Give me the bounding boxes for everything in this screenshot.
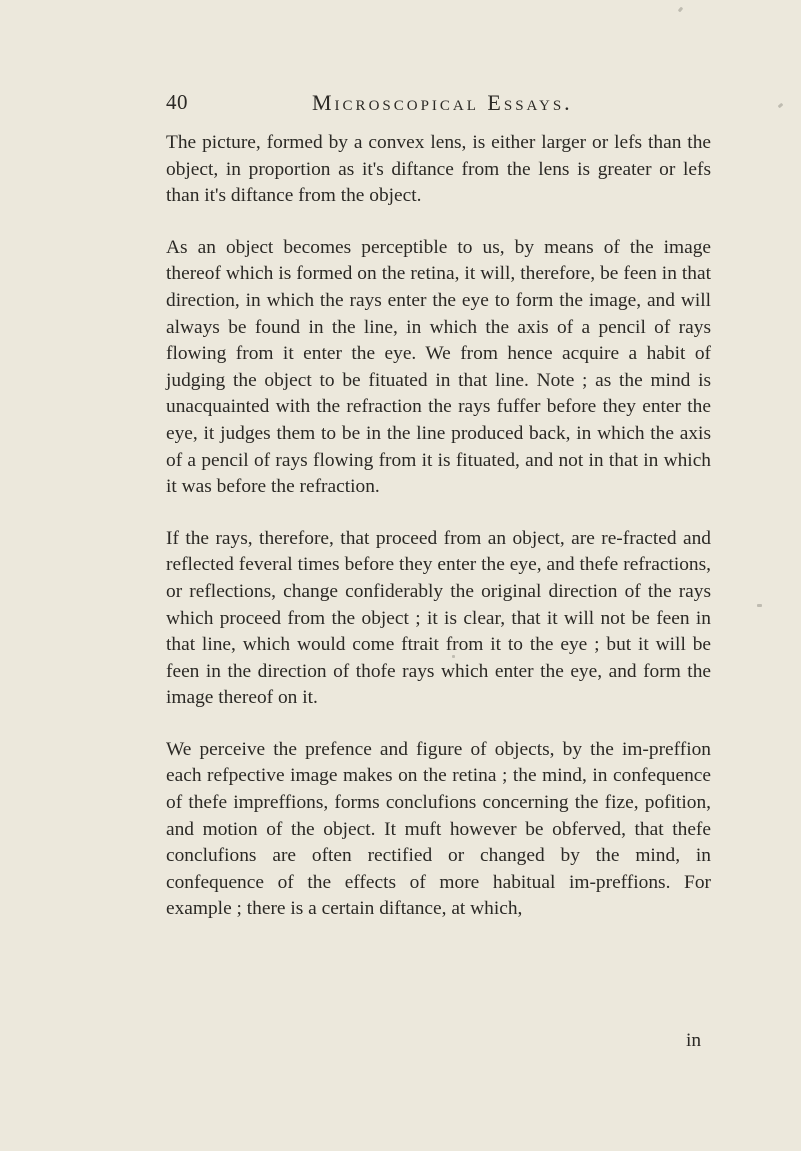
- paper-speck: [452, 655, 455, 658]
- paragraph: We perceive the prefence and figure of objects, by the im-preffion each refpective image makes on the retina ; the mind, in confequence of thefe impreffions, forms conclufions concerning the fize, pofition, and motion of the object. It muft however be obferved, that thefe conclufions are often rectified or changed by the mind, in confequence of the effects of more habitual im-preffions. For example ; there is a certain diftance, at which,: [166, 738, 711, 920]
- running-title: Microscopical Essays.: [312, 90, 573, 115]
- body-text: [166, 130, 711, 948]
- catchword: in: [686, 1030, 702, 1051]
- paragraph: As an object becomes perceptible to us, by means of the image thereof which is formed on the retina, it will, therefore, be feen in that direction, in which the rays enter the eye to form the image, and will always be found in the line, in which the axis of a pencil of rays flowing from it enter the eye. We from hence acquire a habit of judging the object to be fituated in that line. Note ; as the mind is unacquainted with the refraction the rays fuffer before they enter the eye, it judges them to be in the line produced back, in which the axis of a pencil of rays flowing from it is fituated, and not in that in which it was before the refraction.: [166, 236, 711, 498]
- paragraph: The picture, formed by a convex lens, is either larger or lefs than the object, in proportion as it's diftance from the lens is greater or lefs than it's diftance from the object.: [166, 132, 711, 207]
- paper-speck: [778, 103, 784, 109]
- paragraph: If the rays, therefore, that proceed from an object, are re-fracted and reflected feveral times before they enter the eye, and thefe refractions, or reflections, change confiderably the original direction of the rays which proceed from the object ; it is clear, that it will not be feen in that line, which would come ftrait from it to the eye ; but it will be feen in the direction of thofe rays which enter the eye, and form the image thereof on it.: [166, 527, 711, 709]
- page-number: 40: [166, 90, 188, 114]
- paper-speck: [757, 604, 762, 607]
- page-header: [166, 90, 726, 124]
- paper-speck: [678, 7, 684, 13]
